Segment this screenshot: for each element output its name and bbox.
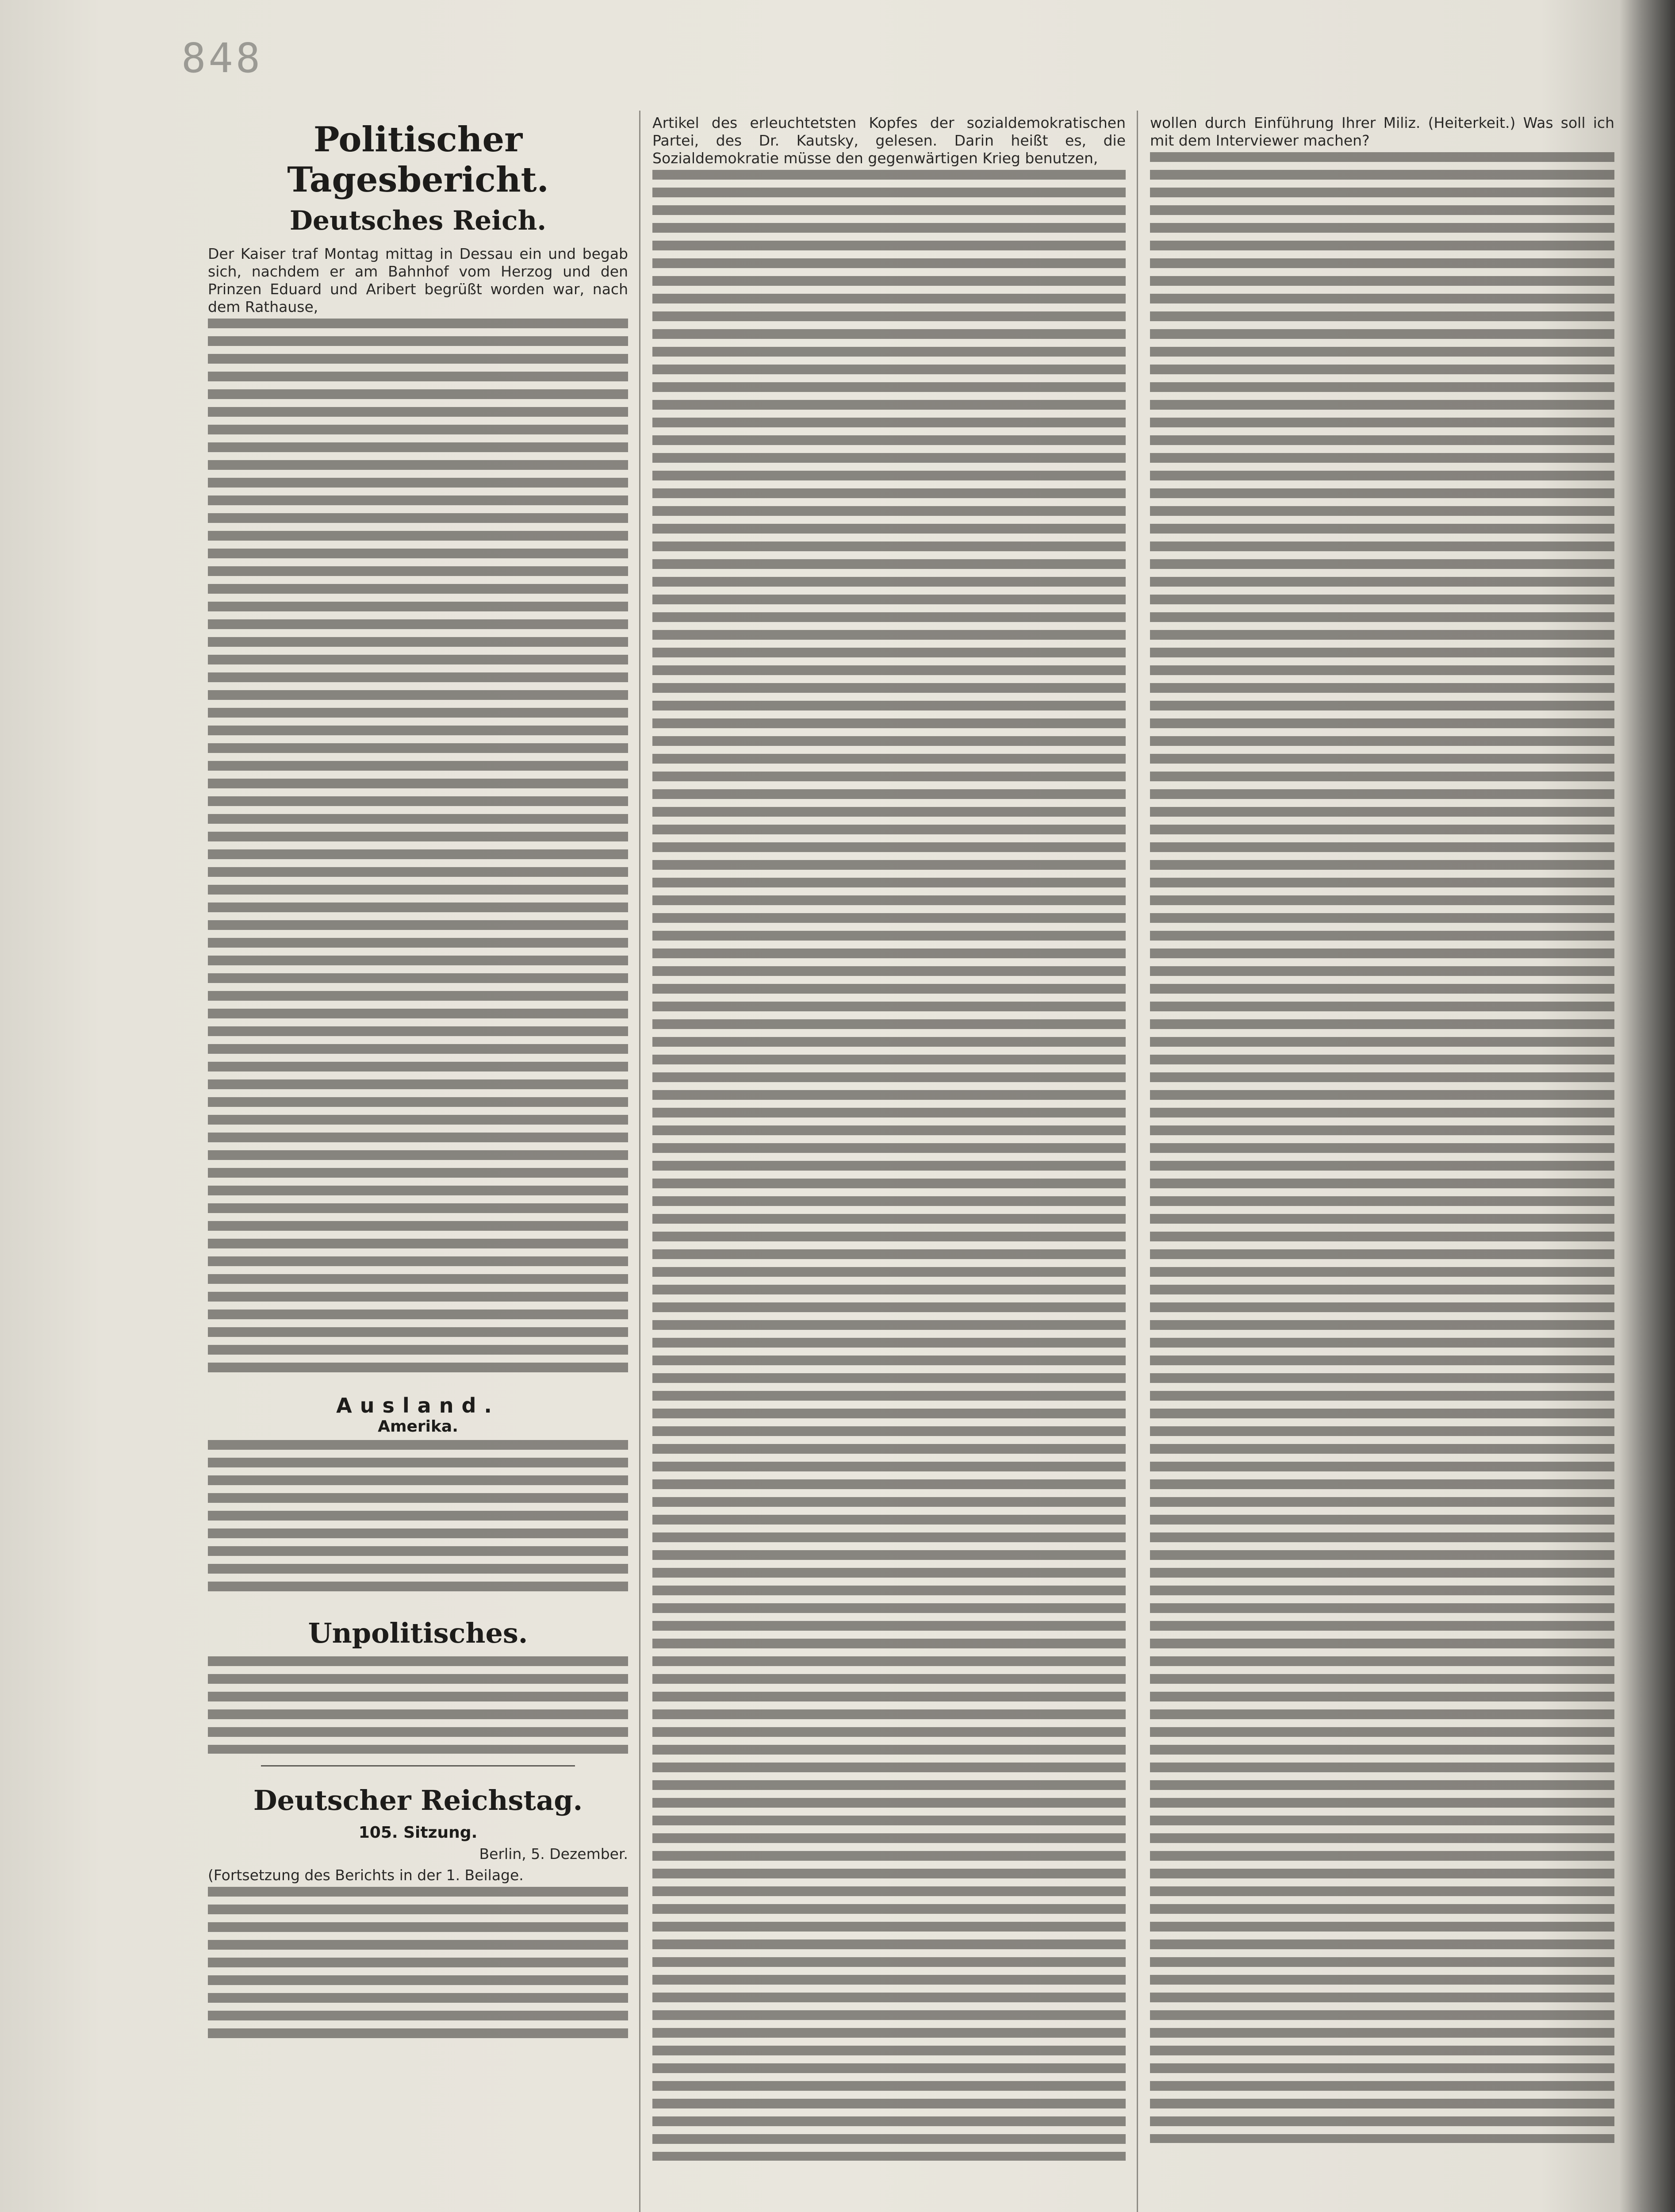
column-divider bbox=[639, 111, 640, 2212]
section-title-ausland: Ausland. bbox=[336, 1394, 500, 1417]
continuation-note: (Fortsetzung des Berichts in der 1. Beilage. bbox=[208, 1866, 524, 1884]
section-title-amerika: Amerika. bbox=[378, 1417, 458, 1436]
text-block-placeholder bbox=[208, 1887, 628, 2046]
column-1 bbox=[208, 111, 628, 2212]
article-opening: Artikel des erleuchtetsten Kopfes der sozialdemokratischen Partei, des Dr. Kautsky, gelesen. Darin heißt es, die Sozialdemokratie müsse den gegenwärtigen Krieg benutzen, bbox=[652, 114, 1126, 167]
book-binding-edge bbox=[1619, 0, 1675, 2212]
text-block-placeholder bbox=[1150, 152, 1614, 2143]
session-number: 105. Sitzung. bbox=[358, 1824, 478, 1842]
section-title-reichstag: Deutscher Reichstag. bbox=[253, 1784, 583, 1816]
text-block-placeholder bbox=[208, 1656, 628, 1754]
main-title: Politischer Tagesbericht. bbox=[287, 119, 549, 200]
text-block-placeholder bbox=[208, 319, 628, 1380]
section-title-unpolitisches: Unpolitisches. bbox=[308, 1617, 528, 1649]
text-block-placeholder bbox=[652, 170, 1126, 2161]
article-opening: Der Kaiser traf Montag mittag in Dessau ein und begab sich, nachdem er am Bahnhof vom Herzog und den Prinzen Eduard und Aribert begrüßt worden war, nach dem Rathause, bbox=[208, 245, 628, 315]
dateline: Berlin, 5. Dezember. bbox=[479, 1845, 628, 1863]
section-rule bbox=[261, 1765, 575, 1767]
article-opening: wollen durch Einführung Ihrer Miliz. (Heiterkeit.) Was soll ich mit dem Interviewer machen? bbox=[1150, 114, 1614, 149]
section-title-deutsches-reich: Deutsches Reich. bbox=[289, 205, 547, 236]
text-block-placeholder bbox=[208, 1440, 628, 1599]
column-2 bbox=[652, 111, 1126, 2212]
page-number: 848 bbox=[181, 35, 263, 82]
column-divider bbox=[1137, 111, 1138, 2212]
column-3 bbox=[1150, 111, 1614, 2212]
